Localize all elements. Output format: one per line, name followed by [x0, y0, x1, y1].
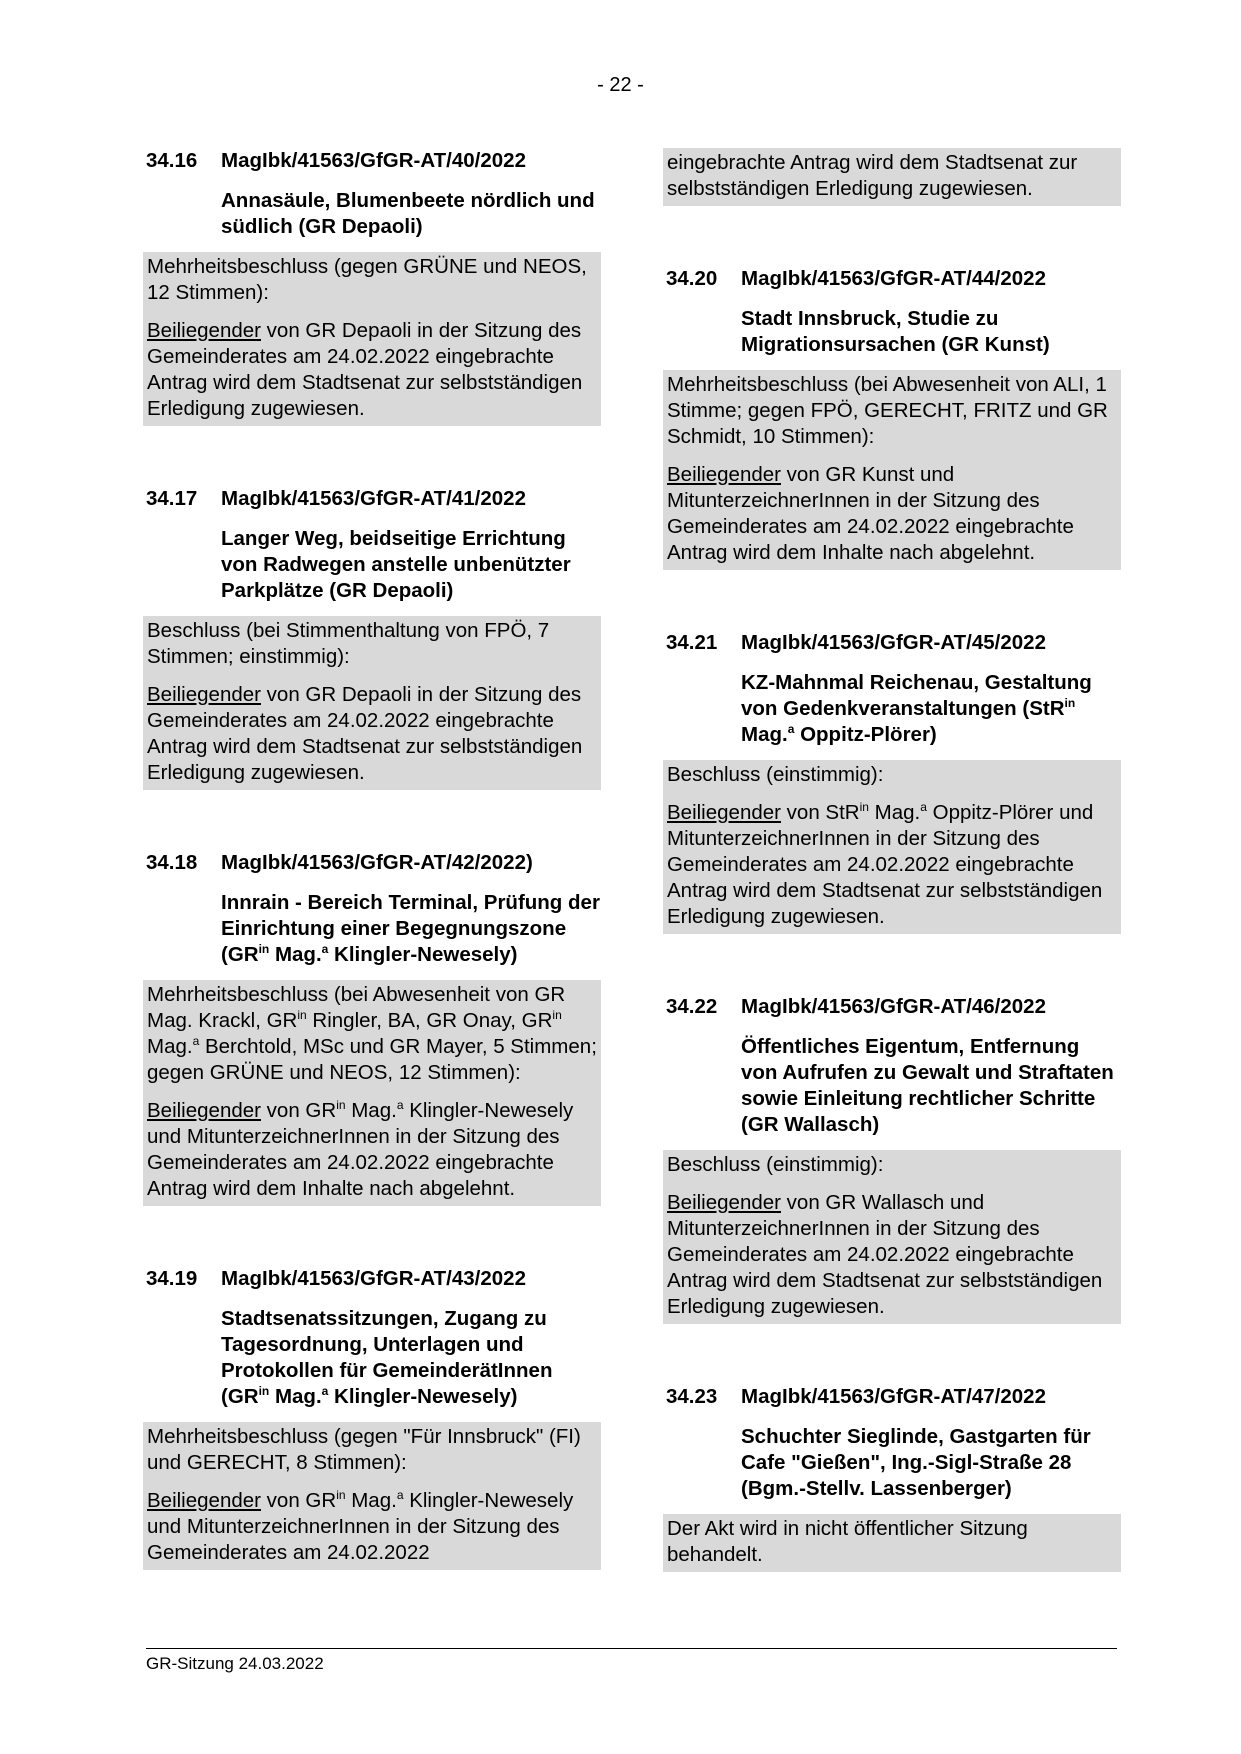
decision-text: Mehrheitsbeschluss (bei Abwesenheit von ALI, 1 Stimme; gegen FPÖ, GERECHT, FRITZ und GR Schmidt, 10 Stimmen):	[667, 373, 1108, 448]
resolution-text: Beiliegender von $GR^{in}$ Mag.$^a$ Klingler-Newesely und MitunterzeichnerInnen in der Sitzung des Gemeinderates am 24.02.2022	[147, 1488, 574, 1564]
agenda-item-34-16	[146, 148, 601, 426]
item-heading	[146, 148, 601, 174]
resolution-text: Beiliegender von GR Depaoli in der Sitzung des Gemeinderates am 24.02.2022 eingebrachte Antrag wird dem Stadtsenat zur selbstständigen Erledigung zugewiesen.	[147, 319, 583, 420]
item-number: 34.20	[666, 267, 718, 290]
item-number: 34.22	[666, 995, 718, 1018]
footer-divider	[146, 1648, 1117, 1649]
resolution-text: Beiliegender von $GR^{in}$ Mag.$^a$ Klingler-Newesely und MitunterzeichnerInnen in der Sitzung des Gemeinderates am 24.02.2022 eingebrachte Antrag wird dem Inhalte nach abgelehnt.	[147, 1098, 574, 1200]
resolution-text: Beiliegender von GR Depaoli in der Sitzung des Gemeinderates am 24.02.2022 eingebrachte Antrag wird dem Stadtsenat zur selbstständigen Erledigung zugewiesen.	[147, 683, 583, 784]
resolution-box	[143, 616, 601, 790]
underlined-lead: Beiliegender	[667, 463, 781, 486]
item-title: Innrain - Bereich Terminal, Prüfung der Einrichtung einer Begegnungszone ($GR^{in}$ Mag.$^a$ Klingler-Newesely)	[221, 891, 600, 966]
item-number: 34.17	[146, 487, 198, 510]
continued-text: eingebrachte Antrag wird dem Stadtsenat zur selbstständigen Erledigung zugewiesen.	[667, 151, 1078, 200]
resolution-box	[143, 1422, 601, 1570]
decision-text: Beschluss (bei Stimmenthaltung von FPÖ, 7 Stimmen; einstimmig):	[147, 619, 550, 668]
continued-resolution-box	[663, 148, 1121, 206]
underlined-lead: Beiliegender	[147, 319, 261, 342]
item-heading	[146, 850, 601, 876]
decision-text: Mehrheitsbeschluss (gegen "Für Innsbruck" (FI) und GERECHT, 8 Stimmen):	[147, 1425, 581, 1474]
resolution-box	[663, 370, 1121, 570]
resolution-box	[663, 1150, 1121, 1324]
item-number: 34.21	[666, 631, 718, 654]
item-title: KZ-Mahnmal Reichenau, Gestaltung von Gedenkveranstaltungen (StR$^{in}$ Mag.$^a$ Oppitz-Plörer)	[741, 671, 1092, 746]
decision-text: Beschluss (einstimmig):	[667, 1153, 884, 1176]
item-number: 34.18	[146, 851, 198, 874]
underlined-lead: Beiliegender	[667, 1191, 781, 1214]
item-heading	[666, 1384, 1121, 1410]
resolution-text: Beiliegender von GR Wallasch und MitunterzeichnerInnen in der Sitzung des Gemeinderates am 24.02.2022 eingebrachte Antrag wird dem Stadtsenat zur selbstständigen Erledigung zugewiesen.	[667, 1191, 1103, 1318]
underlined-lead: Beiliegender	[147, 683, 261, 706]
item-title: Langer Weg, beidseitige Errichtung von Radwegen anstelle unbenützter Parkplätze (GR Depaoli)	[221, 527, 571, 602]
item-heading	[666, 994, 1121, 1020]
item-title: Stadtsenatssitzungen, Zugang zu Tagesordnung, Unterlagen und Protokollen für GemeinderätInnen ($GR^{in}$ Mag.$^a$ Klingler-Newesely)	[221, 1307, 553, 1408]
item-reference: MagIbk/41563/GfGR-AT/41/2022	[221, 487, 526, 510]
item-title: Stadt Innsbruck, Studie zu Migrationsursachen (GR Kunst)	[741, 307, 1050, 356]
item-heading	[666, 266, 1121, 292]
decision-text: Der Akt wird in nicht öffentlicher Sitzung behandelt.	[667, 1517, 1028, 1566]
item-reference: MagIbk/41563/GfGR-AT/43/2022	[221, 1267, 526, 1290]
decision-text: Beschluss (einstimmig):	[667, 763, 884, 786]
item-reference: MagIbk/41563/GfGR-AT/47/2022	[741, 1385, 1046, 1408]
item-reference: MagIbk/41563/GfGR-AT/46/2022	[741, 995, 1046, 1018]
decision-text: Mehrheitsbeschluss (bei Abwesenheit von GR Mag. Krackl, $GR^{in}$ Ringler, BA, GR Onay, $GR^{in}$ Mag.$^a$ Berchtold, MSc und GR Mayer, 5 Stimmen; gegen GRÜNE und NEOS, 12 Stimmen):	[147, 983, 597, 1084]
right-column	[666, 148, 1121, 1572]
item-title: Öffentliches Eigentum, Entfernung von Aufrufen zu Gewalt und Straftaten sowie Einleitung rechtlicher Schritte (GR Wallasch)	[741, 1035, 1114, 1136]
agenda-item-34-20	[666, 266, 1121, 570]
resolution-text: Beiliegender von StR$^{in}$ Mag.$^a$ Oppitz-Plörer und MitunterzeichnerInnen in der Sitzung des Gemeinderates am 24.02.2022 eingebrachte Antrag wird dem Stadtsenat zur selbstständigen Erledigung zugewiesen.	[667, 800, 1103, 928]
item-heading	[666, 630, 1121, 656]
item-reference: MagIbk/41563/GfGR-AT/44/2022	[741, 267, 1046, 290]
item-number: 34.16	[146, 149, 198, 172]
agenda-item-34-19	[146, 1266, 601, 1570]
resolution-box	[663, 760, 1121, 934]
item-heading	[146, 486, 601, 512]
item-number: 34.23	[666, 1385, 718, 1408]
agenda-item-34-22	[666, 994, 1121, 1324]
agenda-item-34-18	[146, 850, 601, 1206]
page-number: - 22 -	[597, 74, 644, 96]
left-column	[146, 148, 601, 1570]
resolution-box	[143, 252, 601, 426]
resolution-box	[663, 1514, 1121, 1572]
agenda-item-34-21	[666, 630, 1121, 934]
item-reference: MagIbk/41563/GfGR-AT/42/2022)	[221, 851, 533, 874]
underlined-lead: Beiliegender	[667, 801, 781, 824]
underlined-lead: Beiliegender	[147, 1099, 261, 1122]
decision-text: Mehrheitsbeschluss (gegen GRÜNE und NEOS, 12 Stimmen):	[147, 255, 587, 304]
agenda-item-34-23	[666, 1384, 1121, 1572]
item-reference: MagIbk/41563/GfGR-AT/45/2022	[741, 631, 1046, 654]
item-number: 34.19	[146, 1267, 198, 1290]
resolution-text: Beiliegender von GR Kunst und MitunterzeichnerInnen in der Sitzung des Gemeinderates am 24.02.2022 eingebrachte Antrag wird dem Inhalte nach abgelehnt.	[667, 463, 1074, 564]
item-heading	[146, 1266, 601, 1292]
item-title: Schuchter Sieglinde, Gastgarten für Cafe "Gießen", Ing.-Sigl-Straße 28 (Bgm.-Stellv. Lassenberger)	[741, 1425, 1091, 1500]
resolution-box	[143, 980, 601, 1206]
item-title: Annasäule, Blumenbeete nördlich und südlich (GR Depaoli)	[221, 189, 595, 238]
item-reference: MagIbk/41563/GfGR-AT/40/2022	[221, 149, 526, 172]
agenda-item-34-17	[146, 486, 601, 790]
underlined-lead: Beiliegender	[147, 1489, 261, 1512]
footer-text: GR-Sitzung 24.03.2022	[146, 1654, 324, 1673]
